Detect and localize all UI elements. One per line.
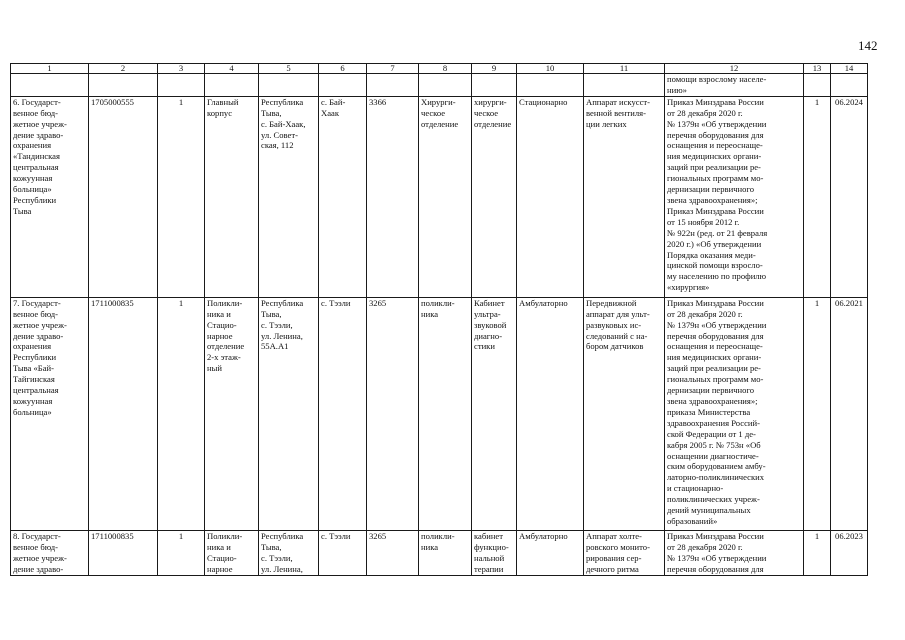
number-cell: 1: [158, 530, 205, 575]
equipment-cell: Передвижной аппарат для ульт- развуковых ис- следований с на- бором датчиков: [584, 297, 665, 530]
table-row: [11, 96, 868, 297]
settlement-cell: с. Тээли: [319, 530, 367, 575]
building-cell: Поликли- ника и Стацио- нарное: [205, 530, 259, 575]
mode-cell: Амбулаторно: [517, 530, 584, 575]
col-number: 7: [367, 64, 419, 74]
col-number: 14: [831, 64, 868, 74]
code-cell: 1711000835: [89, 297, 158, 530]
col-number: 3: [158, 64, 205, 74]
col-number: 1: [11, 64, 89, 74]
org-cell: 6. Государст- венное бюд- жетное учреж- дение здраво- охранения «Тандинская центральная кожуунная больница» Республики Тыва: [11, 96, 89, 297]
col-number: 9: [472, 64, 517, 74]
continuation-cell: помощи взрослому населе- нию»: [665, 74, 804, 97]
department-cell: поликли- ника: [419, 530, 472, 575]
settlement-cell: с. Тээли: [319, 297, 367, 530]
address-cell: Республика Тыва, с. Бай-Хаак, ул. Совет- ская, 112: [259, 96, 319, 297]
col-number: 8: [419, 64, 472, 74]
basis-cell: Приказ Минздрава России от 28 декабря 2020 г. № 1379н «Об утверждении перечня оборудования для: [665, 530, 804, 575]
org-cell: 7. Государст- венное бюд- жетное учреж- дение здраво- охранения Республики Тыва «Бай- Тайгинская центральная кожуунная больница»: [11, 297, 89, 530]
basis-cell: Приказ Минздрава России от 28 декабря 2020 г. № 1379н «Об утверждении перечня оборудования для оснащения и переоснаще- ния медицинских органи- заций при реализации ре- гиональных программ мо- дернизации первичного звена здравоохранения»; приказа Министерства здравоохранения Россий- ской Федерации от 1 де- кабря 2005 г. № 753н «Об оснащении диагностиче- ским оборудованием амбу- латорно-поликлинических и стационарно- поликлинических учреж- дений муниципальных образований»: [665, 297, 804, 530]
equipment-cell: Аппарат искусст- венной вентиля- ции легких: [584, 96, 665, 297]
col-number: 5: [259, 64, 319, 74]
column-number-row: [11, 64, 868, 74]
equipment-cell: Аппарат холте- ровского монито- рирования сер- дечного ритма: [584, 530, 665, 575]
continuation-row: [11, 74, 868, 97]
address-cell: Республика Тыва, с. Тээли, ул. Ленина, 55А.А1: [259, 297, 319, 530]
unit-cell: Кабинет ультра- звуковой диагно- стики: [472, 297, 517, 530]
org-cell: 8. Государст- венное бюд- жетное учреж- дение здраво-: [11, 530, 89, 575]
code-cell: 1711000835: [89, 530, 158, 575]
unit-cell: хирурги- ческое отделение: [472, 96, 517, 297]
number-cell: 1: [158, 96, 205, 297]
date-cell: 06.2023: [831, 530, 868, 575]
date-cell: 06.2021: [831, 297, 868, 530]
col-number: 12: [665, 64, 804, 74]
quantity-cell: 1: [804, 96, 831, 297]
col-number: 2: [89, 64, 158, 74]
table-row: [11, 530, 868, 575]
building-cell: Поликли- ника и Стацио- нарное отделение 2-х этаж- ный: [205, 297, 259, 530]
basis-cell: Приказ Минздрава России от 28 декабря 2020 г. № 1379н «Об утверждении перечня оборудования для оснащения и переоснаще- ния медицинских органи- заций при реализации ре- гиональных программ мо- дернизации первичного звена здравоохранения»; Приказ Минздрава России от 15 ноября 2012 г. № 922н (ред. от 21 февраля 2020 г.) «Об утверждении Порядка оказания меди- цинской помощи взросло- му населению по профилю «хирургия»: [665, 96, 804, 297]
page-number: 142: [858, 38, 878, 53]
settlement-cell: с. Бай- Хаак: [319, 96, 367, 297]
unit-cell: кабинет функцио- нальной терапии: [472, 530, 517, 575]
col-number: 4: [205, 64, 259, 74]
equipment-table: [10, 63, 868, 576]
department-cell: Хирурги- ческое отделение: [419, 96, 472, 297]
quantity-cell: 1: [804, 297, 831, 530]
code-cell: 1705000555: [89, 96, 158, 297]
department-cell: поликли- ника: [419, 297, 472, 530]
col-number: 13: [804, 64, 831, 74]
col-number: 11: [584, 64, 665, 74]
table-row: [11, 297, 868, 530]
mode-cell: Амбулаторно: [517, 297, 584, 530]
okato-cell: 3265: [367, 297, 419, 530]
col-number: 6: [319, 64, 367, 74]
building-cell: Главный корпус: [205, 96, 259, 297]
mode-cell: Стационарно: [517, 96, 584, 297]
date-cell: 06.2024: [831, 96, 868, 297]
quantity-cell: 1: [804, 530, 831, 575]
number-cell: 1: [158, 297, 205, 530]
okato-cell: 3366: [367, 96, 419, 297]
okato-cell: 3265: [367, 530, 419, 575]
address-cell: Республика Тыва, с. Тээли, ул. Ленина,: [259, 530, 319, 575]
col-number: 10: [517, 64, 584, 74]
